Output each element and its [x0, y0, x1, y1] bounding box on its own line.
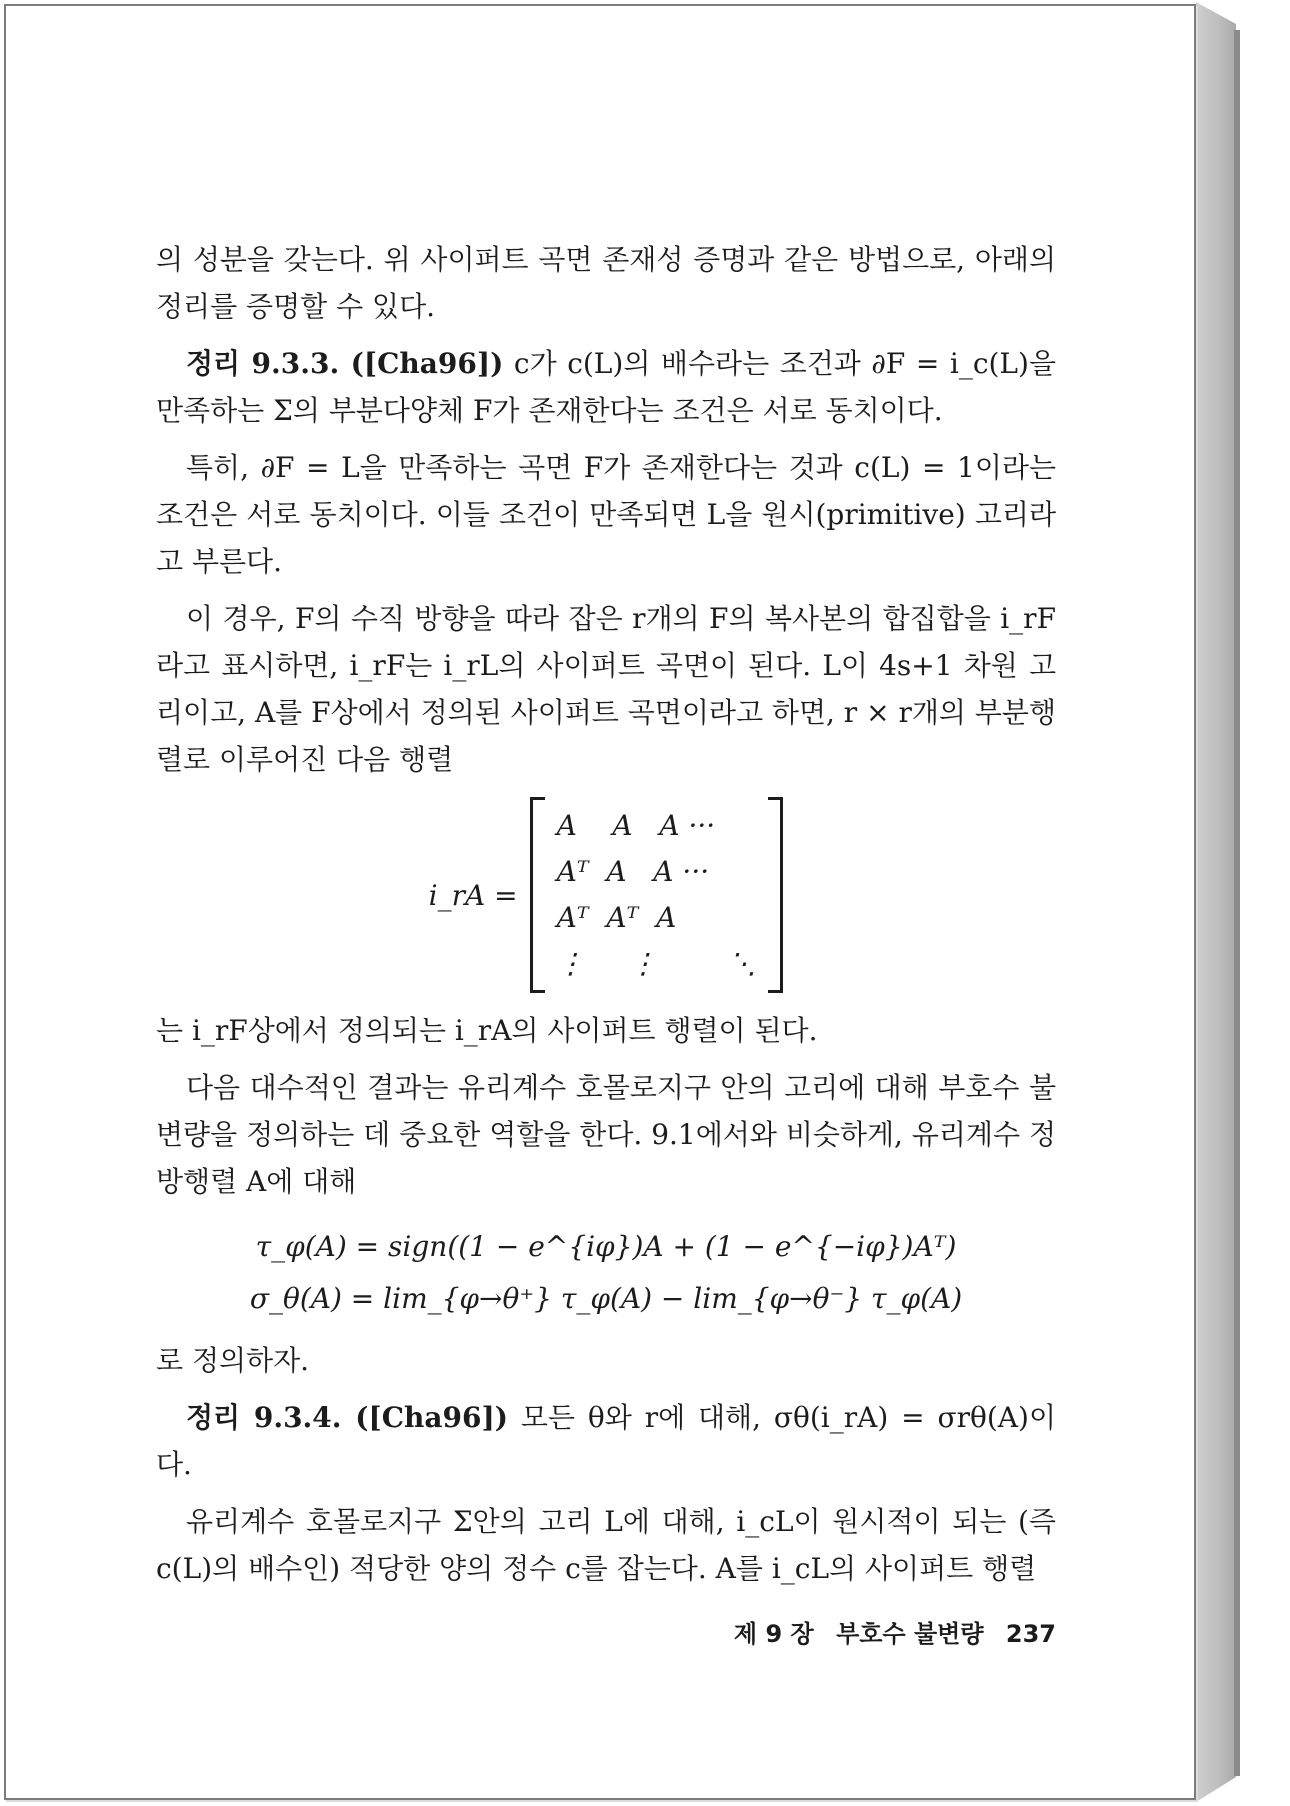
book-spine: [1196, 2, 1236, 1802]
theorem-9-3-4-label: 정리 9.3.4. ([Cha96]): [186, 1401, 509, 1434]
signature-formulas: [156, 1221, 1056, 1325]
footer-title: 부호수 불변량: [836, 1620, 984, 1648]
paragraph-3: 이 경우, F의 수직 방향을 따라 잡은 r개의 F의 복사본의 합집합을 i_rF라고 표시하면, i_rF는 i_rL의 사이퍼트 곡면이 된다. L이 4s+1 차원 고리이고, A를 F상에서 정의된 사이퍼트 곡면이라고 하면, r × r개의 부분행렬로 이루어진 다음 행렬: [156, 602, 1056, 776]
paragraph-7: 유리계수 호몰로지구 Σ안의 고리 L에 대해, i_cL이 원시적이 되는 (즉 c(L)의 배수인) 적당한 양의 정수 c를 잡는다. A를 i_cL의 사이퍼트 행렬: [156, 1505, 1056, 1585]
page-number: 237: [1005, 1620, 1056, 1648]
sigma-formula: σ_θ(A) = lim_{φ→θ⁺} τ_φ(A) − lim_{φ→θ⁻} τ_φ(A): [249, 1282, 963, 1315]
matrix-row-1: A A A ···: [556, 809, 716, 842]
paragraph-1: 의 성분을 갖는다. 위 사이퍼트 곡면 존재성 증명과 같은 방법으로, 아래의 정리를 증명할 수 있다.: [156, 243, 1056, 323]
paragraph-6: 로 정의하자.: [156, 1344, 310, 1377]
matrix-row-3: Aᵀ Aᵀ A: [556, 901, 677, 934]
theorem-9-3-4-text: 모든 θ와 r에 대해, σθ(i_rA) = σrθ(A)이다.: [156, 1401, 1056, 1481]
matrix-row-4: ⋮ ⋮ ⋱: [556, 947, 757, 980]
theorem-9-3-3: [156, 340, 1056, 434]
page-body: [156, 236, 1056, 1602]
footer-chapter: 제 9 장: [733, 1620, 814, 1648]
paragraph-5: 다음 대수적인 결과는 유리계수 호몰로지구 안의 고리에 대해 부호수 불변량을 정의하는 데 중요한 역할을 한다. 9.1에서와 비슷하게, 유리계수 정방행렬 A에 대해: [156, 1071, 1056, 1198]
paragraph-2: 특히, ∂F = L을 만족하는 곡면 F가 존재한다는 것과 c(L) = 1이라는 조건은 서로 동치이다. 이들 조건이 만족되면 L을 원시(primitive) 고리라고 부른다.: [156, 451, 1056, 578]
matrix-brackets: [530, 797, 784, 993]
paragraph-4: 는 i_rF상에서 정의되는 i_rA의 사이퍼트 행렬이 된다.: [156, 1014, 818, 1047]
tau-formula: τ_φ(A) = sign((1 − e^{iφ})A + (1 − e^{−iφ})Aᵀ): [255, 1230, 957, 1263]
book-spine-edge: [1234, 30, 1240, 1776]
page-footer: [706, 1614, 1056, 1649]
matrix-lhs: i_rA =: [428, 878, 518, 912]
theorem-9-3-3-text: c가 c(L)의 배수라는 조건과 ∂F = i_c(L)을 만족하는 Σ의 부분다양체 F가 존재한다는 조건은 서로 동치이다.: [156, 347, 1056, 427]
page-sheet: [4, 4, 1196, 1800]
theorem-9-3-3-label: 정리 9.3.3. ([Cha96]): [186, 347, 504, 380]
matrix-row-2: Aᵀ A A ···: [556, 855, 710, 888]
seifert-block-matrix: [156, 797, 1056, 993]
theorem-9-3-4: [156, 1394, 1056, 1488]
